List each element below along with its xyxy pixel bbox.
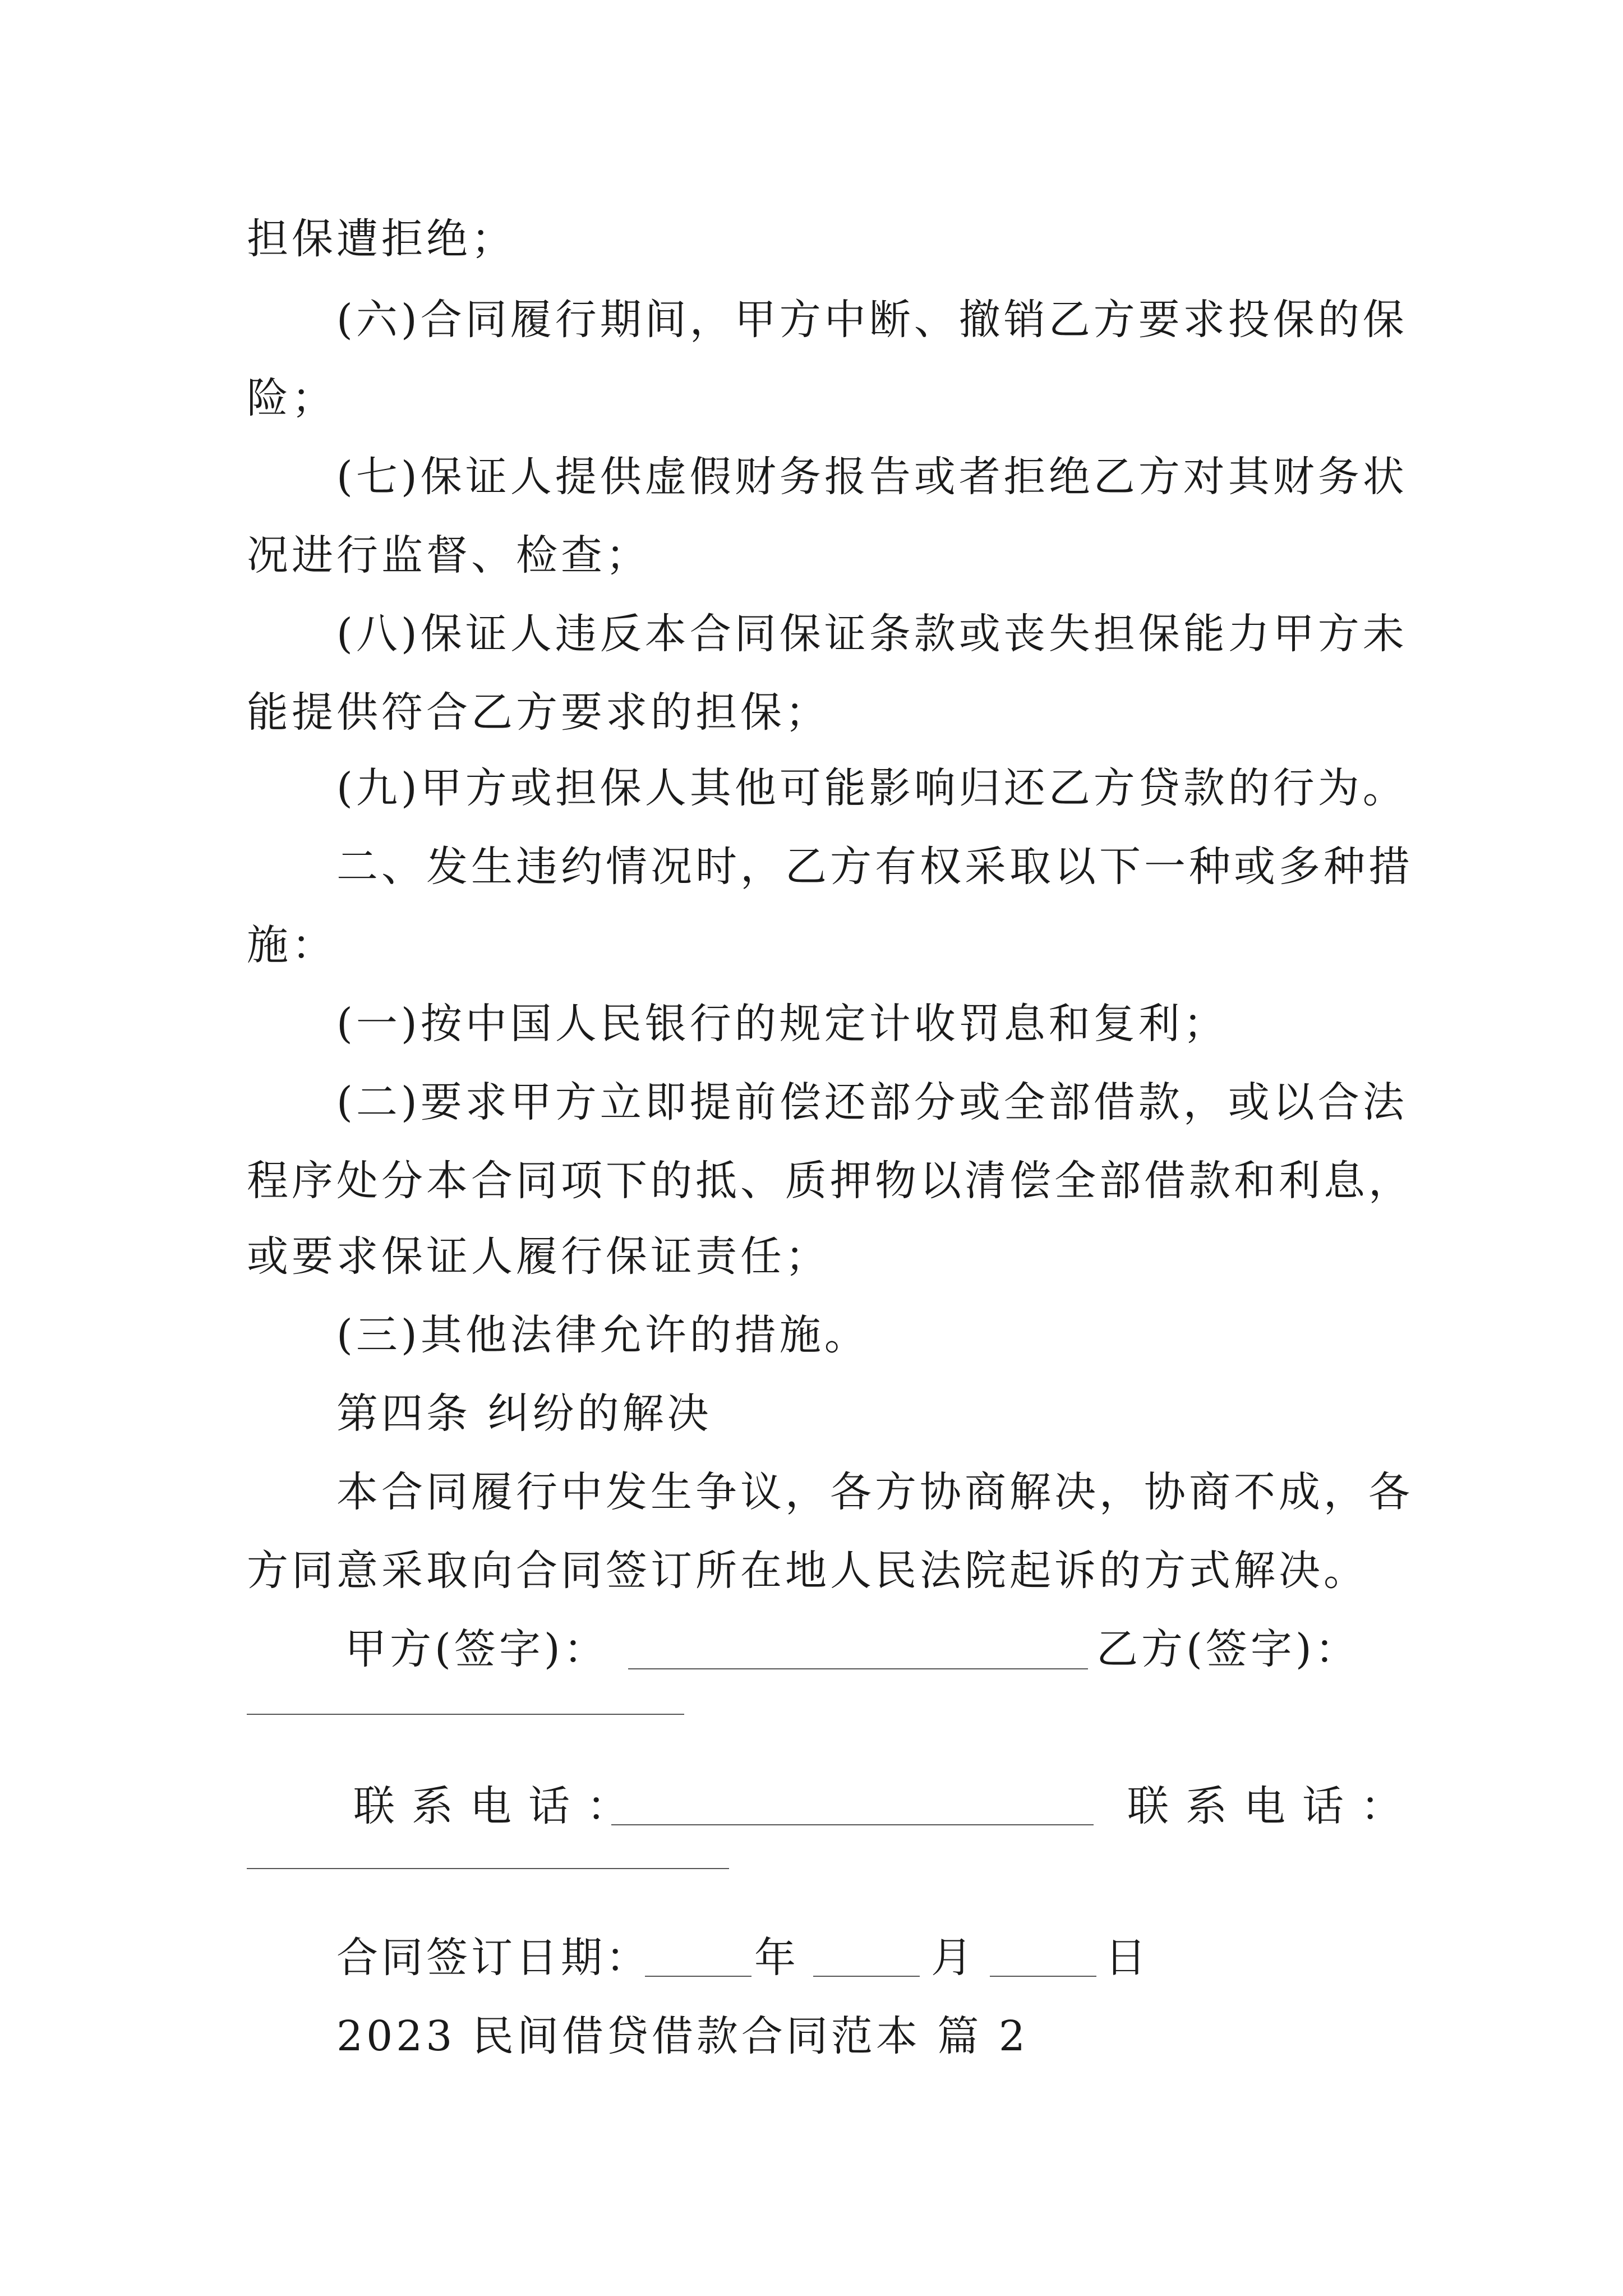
text-line: 方同意采取向合同签订所在地人民法院起诉的方式解决。 [247, 1547, 1368, 1595]
year-blank [645, 1976, 751, 1977]
text-line: 本合同履行中发生争议，各方协商解决，协商不成，各 [336, 1468, 1413, 1516]
text-line: (八)保证人违反本合同保证条款或丧失担保能力甲方未 [336, 610, 1408, 658]
text-line: 况进行监督、检查； [247, 531, 651, 579]
phone-b-label: 联系电话： [1127, 1782, 1419, 1830]
party-a-signature-label: 甲方(签字)： [345, 1625, 608, 1673]
text-line: (九)甲方或担保人其他可能影响归还乙方贷款的行为。 [336, 764, 1408, 812]
party-b-signature-label: 乙方(签字)： [1096, 1625, 1360, 1673]
phone-b-blank [247, 1868, 729, 1869]
party-b-signature-blank [247, 1714, 684, 1715]
text-line: 或要求保证人履行保证责任； [247, 1232, 830, 1281]
day-label: 日 [1105, 1934, 1150, 1982]
text-line: 担保遭拒绝； [247, 215, 516, 263]
phone-a-blank [611, 1824, 1094, 1825]
text-line: (一)按中国人民银行的规定计收罚息和复利； [336, 1000, 1228, 1048]
text-line: 程序处分本合同项下的抵、质押物以清偿全部借款和利息， [247, 1157, 1413, 1205]
month-label: 月 [931, 1934, 976, 1982]
text-line: 施： [247, 921, 336, 969]
next-contract-title: 2023 民间借贷借款合同范本 篇 2 [336, 2012, 1029, 2060]
party-a-signature-blank [628, 1668, 1088, 1669]
text-line: (七)保证人提供虚假财务报告或者拒绝乙方对其财务状 [336, 453, 1408, 501]
year-label: 年 [754, 1934, 799, 1982]
month-blank [813, 1976, 920, 1977]
text-line: (六)合同履行期间，甲方中断、撤销乙方要求投保的保 [336, 296, 1408, 344]
text-line: 二、发生违约情况时，乙方有权采取以下一种或多种措 [336, 843, 1413, 891]
text-line: 能提供符合乙方要求的担保； [247, 688, 830, 737]
text-line: (二)要求甲方立即提前偿还部分或全部借款，或以合法 [336, 1078, 1408, 1126]
section-heading: 第四条 纠纷的解决 [336, 1389, 712, 1438]
text-line: (三)其他法律允许的措施。 [336, 1311, 869, 1359]
date-label: 合同签订日期： [336, 1934, 651, 1982]
day-blank [990, 1976, 1096, 1977]
text-line: 险； [247, 374, 336, 422]
phone-a-label: 联系电话： [353, 1782, 645, 1830]
